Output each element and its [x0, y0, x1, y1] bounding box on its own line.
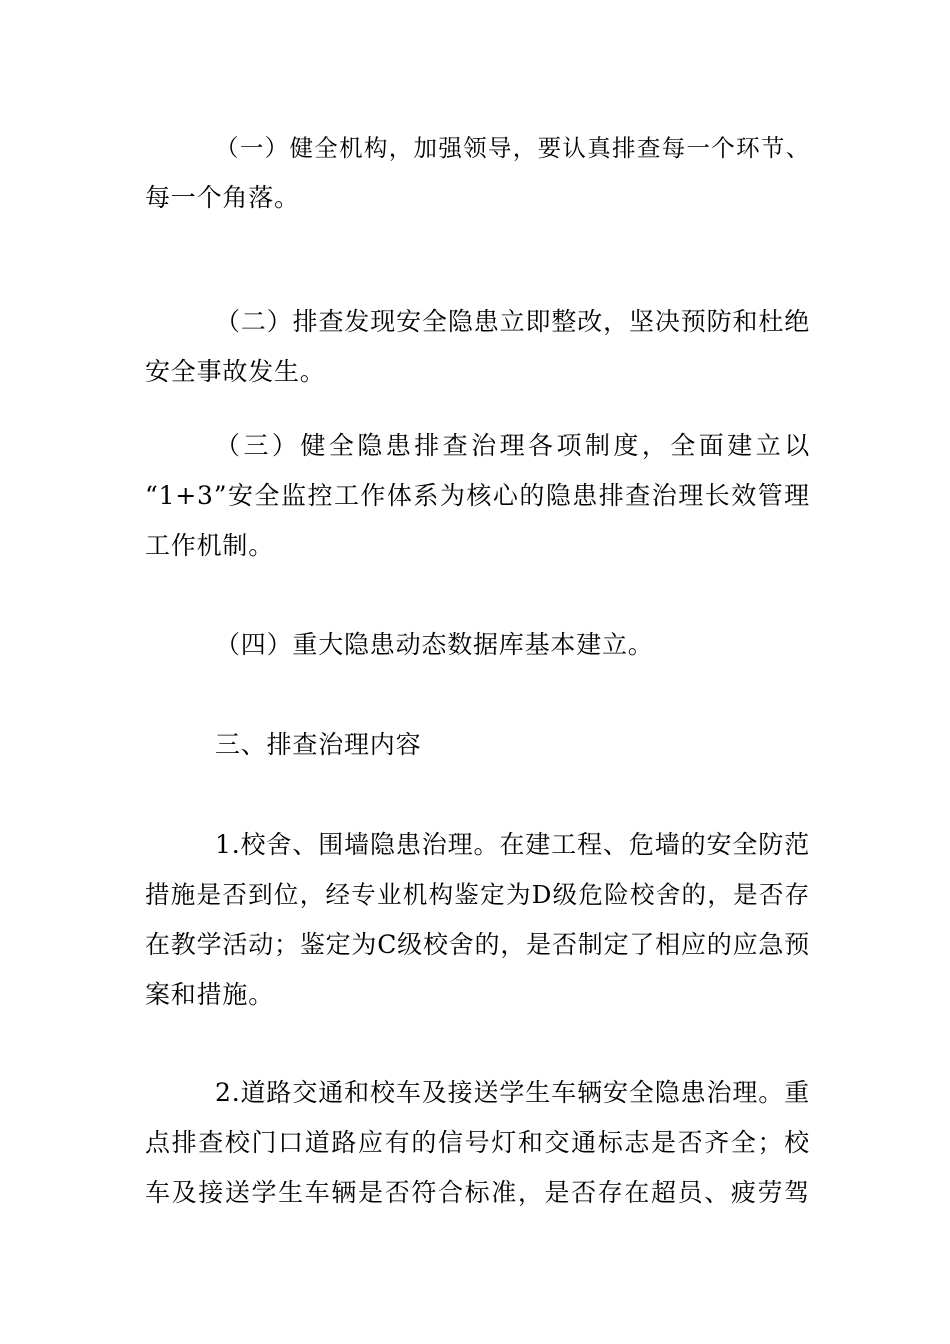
paragraph-line: 措施是否到位，经专业机构鉴定为D级危险校舍的，是否存: [145, 880, 810, 909]
paragraph-line: 车及接送学生车辆是否符合标准，是否存在超员、疲劳驾: [145, 1178, 810, 1207]
paragraph-line: 每一个角落。: [145, 183, 300, 212]
paragraph-2: [145, 297, 810, 397]
paragraph-3: [145, 421, 810, 571]
paragraph-line: 在教学活动；鉴定为C级校舍的，是否制定了相应的应急预: [145, 930, 810, 959]
paragraph-line: （二）排查发现安全隐患立即整改，坚决预防和杜绝: [215, 307, 810, 336]
paragraph-line: 2.道路交通和校车及接送学生车辆安全隐患治理。重: [215, 1078, 810, 1107]
paragraph-line: “1+3”安全监控工作体系为核心的隐患排查治理长效管理: [145, 481, 810, 510]
paragraph-1: [145, 123, 810, 223]
section-heading: [145, 720, 810, 770]
paragraph-line: 工作机制。: [145, 531, 275, 560]
paragraph-6: [145, 1068, 810, 1218]
paragraph-line: （一）健全机构，加强领导，要认真排查每一个环节、: [215, 134, 810, 162]
paragraph-line: 安全事故发生。: [145, 357, 326, 386]
paragraph-5: [145, 820, 810, 1020]
paragraph-line: （三）健全隐患排查治理各项制度，全面建立以: [215, 431, 810, 460]
paragraph-4: [145, 620, 810, 670]
section-heading-text: 三、排查治理内容: [215, 730, 422, 759]
paragraph-line: （四）重大隐患动态数据库基本建立。: [215, 630, 654, 659]
paragraph-line: 1.校舍、围墙隐患治理。在建工程、危墙的安全防范: [215, 830, 810, 859]
paragraph-line: 案和措施。: [145, 980, 275, 1009]
paragraph-line: 点排查校门口道路应有的信号灯和交通标志是否齐全；校: [145, 1128, 810, 1157]
